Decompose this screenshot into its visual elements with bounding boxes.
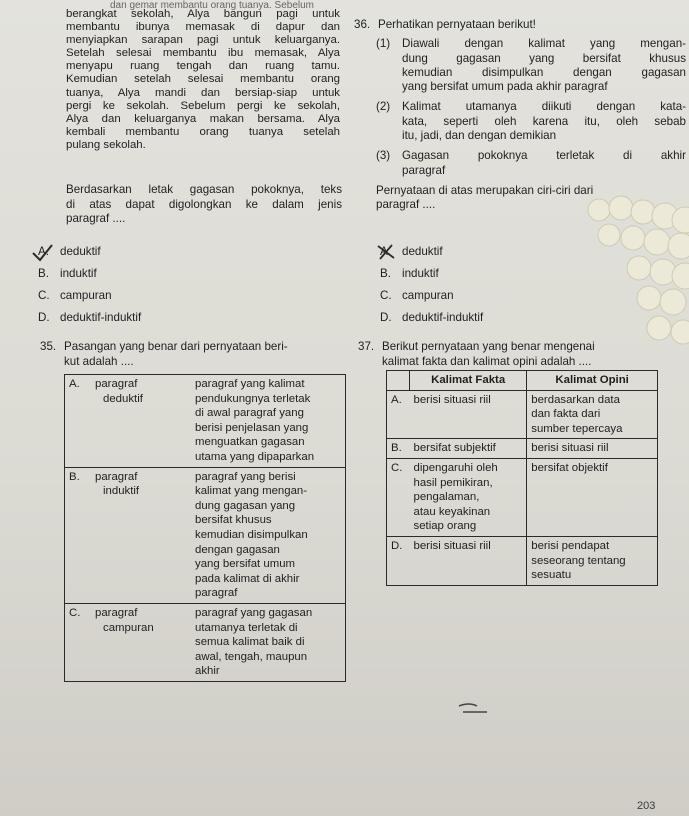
prompt-line: Pernyataan di atas merupakan ciri-ciri dari — [376, 183, 594, 197]
pair-term-cell — [65, 467, 192, 603]
answer-option — [38, 311, 141, 324]
option-letter: A. — [38, 245, 49, 258]
column-header: Kalimat Fakta — [410, 371, 527, 391]
table-header-row — [387, 371, 658, 391]
page-number: 203 — [637, 800, 656, 812]
opini-cell — [527, 458, 658, 536]
option-letter: B. — [69, 470, 80, 483]
term-line: paragraf — [95, 470, 138, 483]
handwritten-scribble — [455, 700, 495, 720]
fakta-cell — [410, 439, 527, 459]
statement-line: kemudian disimpulkan dengan gagasan — [402, 65, 686, 79]
passage-line: Kemudian setelah selesai membantu orang — [66, 73, 340, 86]
description-line: paragraf — [195, 587, 238, 600]
description-line: kalimat yang mengan- — [195, 485, 308, 498]
opini-line: seseorang tentang — [531, 554, 626, 567]
option-letter: D. — [38, 311, 50, 324]
question-number: 35. — [40, 340, 57, 353]
question-36 — [354, 18, 686, 213]
passage-line: membantu ibunya memasak di dapur dan — [66, 21, 340, 34]
description-line: paragraf yang kalimat — [195, 378, 305, 390]
question-35-table — [64, 374, 346, 682]
statement-line: Diawali dengan kalimat yang mengan- — [402, 37, 686, 51]
option-letter: C. — [387, 458, 410, 536]
passage-line: tuanya, Alya mandi dan bersiap-siap untuk — [66, 86, 340, 99]
option-letter: C. — [69, 606, 81, 619]
fakta-line: hasil pemikiran, — [413, 476, 493, 489]
passage-line: berangkat sekolah, Alya bangun pagi untuk — [66, 8, 340, 20]
term-line: deduktif — [103, 392, 143, 405]
opini-line: berdasarkan data — [531, 393, 620, 406]
stem-line: Berikut pernyataan yang benar mengenai — [382, 340, 595, 353]
description-line: akhir — [195, 665, 220, 678]
pearl-beads-decoration — [539, 190, 689, 360]
passage-line: Setelah selesai membantu ibu memasak, Alya — [66, 47, 340, 60]
term-line: paragraf — [95, 378, 138, 390]
stem-line: Pasangan yang benar dari pernyataan beri- — [64, 340, 288, 353]
fakta-line: dipengaruhi oleh — [413, 461, 498, 474]
option-letter: B. — [380, 267, 391, 280]
table-row — [65, 603, 346, 681]
statement-text — [402, 37, 686, 94]
passage-line: menyapu ruang tengah dan ruang tamu. — [66, 60, 340, 73]
stem-line: kalimat fakta dan kalimat opini adalah .... — [382, 354, 592, 368]
cut-off-top-line: dan gemar membantu orang tuanya. Sebelum — [110, 0, 315, 11]
fakta-line: berisi situasi riil — [413, 393, 491, 406]
option-text: deduktif-induktif — [402, 311, 484, 324]
fakta-cell — [410, 390, 527, 439]
question-35-stem — [40, 340, 345, 369]
stem-line: Berdasarkan letak gagasan pokoknya, teks — [66, 183, 342, 196]
opini-line: dan fakta dari — [531, 408, 601, 421]
statement-number: (1) — [376, 37, 391, 51]
question-37-table — [386, 370, 658, 586]
table-row — [387, 536, 658, 585]
option-text: deduktif — [60, 245, 101, 258]
statement — [354, 149, 686, 178]
answer-option — [38, 267, 97, 280]
option-text: deduktif — [402, 245, 443, 258]
passage-line: menyiapkan sarapan pagi untuk keluarganya. — [66, 34, 340, 47]
statement — [354, 37, 686, 94]
fakta-cell — [410, 536, 527, 585]
question-number: 37. — [358, 340, 375, 353]
option-text: induktif — [402, 267, 439, 280]
opini-line: sesuatu — [531, 569, 572, 582]
description-line: paragraf yang gagasan — [195, 606, 313, 619]
statement-line: itu, jadi, dan dengan demikian — [402, 129, 557, 143]
statement-line: kata, seperti oleh karena itu, oleh sebab — [402, 114, 686, 128]
statement-text — [402, 100, 686, 143]
table-row — [387, 458, 658, 536]
description-line: pada kalimat di akhir — [195, 572, 300, 585]
handwritten-cross-mark — [374, 242, 400, 262]
description-line: utama yang dipaparkan — [195, 450, 315, 463]
pair-term-cell — [65, 375, 192, 468]
option-text: campuran — [402, 289, 454, 302]
handwritten-check-mark — [30, 242, 56, 264]
opini-line: berisi pendapat — [531, 539, 610, 552]
option-text: induktif — [60, 267, 97, 280]
term-line: paragraf — [95, 606, 138, 619]
statement-line: Gagasan pokoknya terletak di akhir — [402, 149, 686, 163]
passage-line: kembali membantu orang tuanya setelah — [66, 125, 340, 138]
statement — [354, 100, 686, 143]
term-line: induktif — [103, 485, 140, 498]
question-36-intro — [354, 18, 686, 32]
opini-cell — [527, 536, 658, 585]
option-letter: D. — [380, 311, 392, 324]
question-intro: Perhatikan pernyataan berikut! — [378, 18, 536, 31]
option-text: deduktif-induktif — [60, 311, 142, 324]
table-row — [387, 390, 658, 439]
description-line: utamanya terletak di — [195, 621, 298, 634]
statement-line: dung gagasan yang bersifat khusus — [402, 51, 686, 65]
opini-cell — [527, 439, 658, 459]
statement-text — [402, 149, 686, 178]
opini-cell — [527, 390, 658, 439]
term-line: campuran — [103, 621, 154, 634]
fakta-line: pengalaman, — [413, 491, 480, 504]
option-letter: C. — [380, 289, 392, 302]
question-34-stem — [66, 183, 342, 227]
opini-line: sumber tepercaya — [531, 422, 623, 435]
stem-line: paragraf .... — [66, 212, 126, 225]
statement-line: Kalimat utamanya diikuti dengan kata- — [402, 100, 686, 114]
passage-line: pergi ke sekolah. Sebelum pergi ke sekolah, — [66, 99, 340, 112]
statement-line: yang bersifat umum pada akhir paragraf — [402, 80, 608, 94]
description-line: pendukungnya terletak — [195, 392, 311, 405]
description-line: berisi penjelasan yang — [195, 421, 309, 434]
option-text: campuran — [60, 289, 112, 302]
column-header: Kalimat Opini — [527, 371, 658, 391]
description-line: dung gagasan yang — [195, 499, 296, 512]
option-letter: A. — [69, 378, 80, 390]
stem-line: di atas dapat digolongkan ke dalam jenis — [66, 197, 342, 211]
answer-option — [38, 289, 112, 302]
pair-description-cell — [191, 467, 346, 603]
option-letter: D. — [387, 536, 410, 585]
answer-option — [380, 311, 483, 324]
fakta-line: atau keyakinan — [413, 505, 491, 518]
table-row — [65, 375, 346, 468]
description-line: dengan gagasan — [195, 543, 280, 556]
statement-number: (3) — [376, 149, 391, 163]
option-letter: A. — [380, 245, 391, 258]
description-line: paragraf yang berisi — [195, 470, 296, 483]
pair-description-cell — [191, 375, 346, 468]
fakta-line: bersifat subjektif — [413, 442, 496, 455]
stem-line: kut adalah .... — [64, 354, 134, 368]
passage-line: pulang sekolah. — [66, 138, 146, 151]
pair-term-cell — [65, 603, 192, 681]
option-letter: B. — [38, 267, 49, 280]
description-line: semua kalimat baik di — [195, 636, 305, 649]
table-row — [387, 439, 658, 459]
fakta-cell — [410, 458, 527, 536]
description-line: di awal paragraf yang — [195, 407, 304, 420]
answer-option — [380, 289, 454, 302]
prompt-line: paragraf .... — [376, 198, 436, 212]
option-letter: A. — [387, 390, 410, 439]
description-line: yang bersifat umum — [195, 558, 296, 571]
description-line: bersifat khusus — [195, 514, 272, 527]
fakta-line: setiap orang — [413, 520, 477, 533]
option-letter: C. — [38, 289, 50, 302]
description-line: awal, tengah, maupun — [195, 650, 308, 663]
opini-line: bersifat objektif — [531, 461, 608, 474]
pair-description-cell — [191, 603, 346, 681]
reading-passage — [66, 8, 340, 152]
table-row — [65, 467, 346, 603]
answer-option — [380, 267, 439, 280]
passage-line: Alya dan keluarganya makan bersama. Alya — [66, 112, 340, 125]
opini-line: berisi situasi riil — [531, 442, 609, 455]
statement-line: paragraf — [402, 163, 446, 177]
statement-number: (2) — [376, 100, 391, 114]
question-number: 36. — [354, 18, 371, 31]
description-line: kemudian disimpulkan — [195, 528, 308, 541]
header-spacer — [387, 371, 410, 391]
fakta-line: berisi situasi riil — [413, 539, 491, 552]
description-line: menguatkan gagasan — [195, 436, 305, 449]
option-letter: B. — [387, 439, 410, 459]
